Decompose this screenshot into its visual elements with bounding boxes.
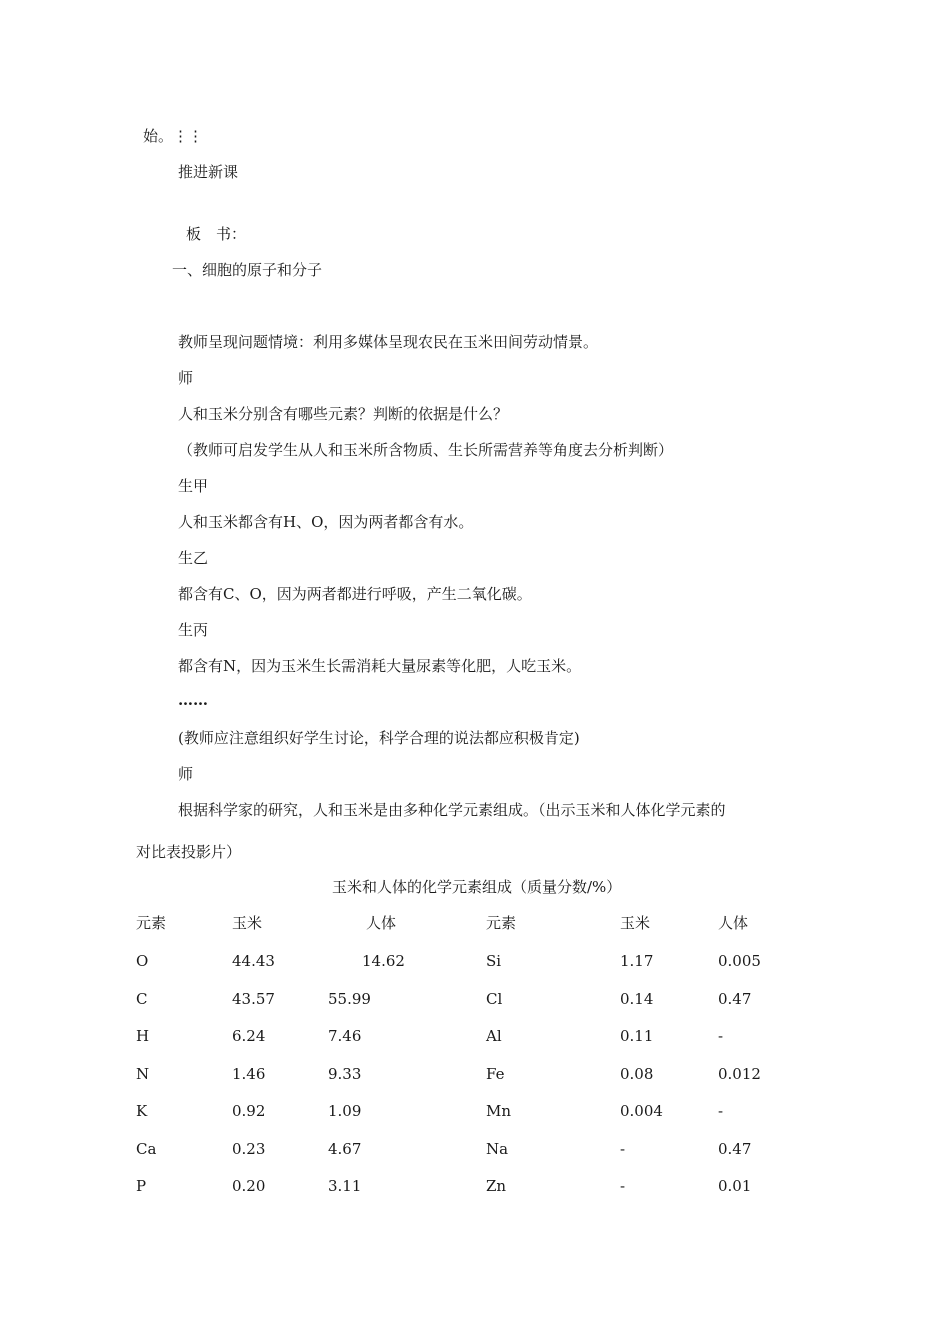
table-cell: - <box>620 1140 626 1158</box>
table-cell: H <box>136 1027 150 1045</box>
paragraph: (教师应注意组织好学生讨论，科学合理的说法都应积极肯定) <box>178 729 580 747</box>
table-cell: 14.62 <box>362 952 405 970</box>
table-header-cell: 人体 <box>718 914 749 932</box>
table-cell: 6.24 <box>232 1027 266 1045</box>
paragraph: 都含有C、O，因为两者都进行呼吸，产生二氧化碳。 <box>178 585 532 603</box>
ellipsis: …… <box>178 691 208 709</box>
paragraph: 都含有N，因为玉米生长需消耗大量尿素等化肥，人吃玉米。 <box>178 657 582 675</box>
table-cell: Zn <box>486 1177 507 1195</box>
table-cell: 0.20 <box>232 1177 266 1195</box>
table-header-cell: 元素 <box>486 914 517 932</box>
table-cell: 0.08 <box>620 1065 654 1083</box>
blackboard-label: 板 书： <box>186 225 247 243</box>
table-cell: Na <box>486 1140 509 1158</box>
paragraph: （教师可启发学生从人和玉米所含物质、生长所需营养等角度去分析判断） <box>178 441 674 459</box>
table-cell: 0.11 <box>620 1027 654 1045</box>
table-cell: 0.14 <box>620 990 654 1008</box>
speaker-label: 师 <box>178 369 194 387</box>
table-cell: 7.46 <box>328 1027 362 1045</box>
table-cell: 4.67 <box>328 1140 362 1158</box>
table-cell: Cl <box>486 990 503 1008</box>
table-cell: 1.46 <box>232 1065 266 1083</box>
table-header-cell: 人体 <box>366 914 397 932</box>
table-cell: 0.47 <box>718 990 752 1008</box>
table-cell: 0.005 <box>718 952 761 970</box>
table-cell: Al <box>486 1027 502 1045</box>
table-cell: 0.01 <box>718 1177 752 1195</box>
table-header-cell: 元素 <box>136 914 167 932</box>
speaker-label: 生乙 <box>178 549 209 567</box>
table-cell: K <box>136 1102 148 1120</box>
table-cell: Fe <box>486 1065 505 1083</box>
paragraph: 教师呈现问题情境：利用多媒体呈现农民在玉米田间劳动情景。 <box>178 333 599 351</box>
speaker-label: 生甲 <box>178 477 209 495</box>
table-header-cell: 玉米 <box>232 914 263 932</box>
table-cell: - <box>718 1102 724 1120</box>
continuation-text: 始。⋮⋮ <box>143 127 204 145</box>
table-cell: Mn <box>486 1102 512 1120</box>
table-cell: 44.43 <box>232 952 275 970</box>
speaker-label: 生丙 <box>178 621 209 639</box>
table-cell: 0.004 <box>620 1102 663 1120</box>
table-cell: - <box>718 1027 724 1045</box>
table-cell: P <box>136 1177 147 1195</box>
table-caption: 玉米和人体的化学元素组成（质量分数/%） <box>332 878 622 896</box>
table-cell: C <box>136 990 148 1008</box>
table-cell: 3.11 <box>328 1177 362 1195</box>
table-header-cell: 玉米 <box>620 914 651 932</box>
table-cell: 0.92 <box>232 1102 266 1120</box>
section-heading: 推进新课 <box>178 163 239 181</box>
table-cell: - <box>620 1177 626 1195</box>
table-cell: 0.012 <box>718 1065 761 1083</box>
table-cell: N <box>136 1065 150 1083</box>
table-cell: 0.47 <box>718 1140 752 1158</box>
table-cell: Ca <box>136 1140 157 1158</box>
paragraph: 人和玉米分别含有哪些元素？判断的依据是什么？ <box>178 405 509 423</box>
paragraph: 根据科学家的研究，人和玉米是由多种化学元素组成。（出示玉米和人体化学元素的 <box>178 801 726 819</box>
blackboard-title: 一、细胞的原子和分子 <box>172 261 323 279</box>
table-cell: Si <box>486 952 502 970</box>
table-cell: 43.57 <box>232 990 275 1008</box>
table-cell: 1.17 <box>620 952 654 970</box>
paragraph: 人和玉米都含有H、O，因为两者都含有水。 <box>178 513 474 531</box>
table-cell: 0.23 <box>232 1140 266 1158</box>
paragraph-continuation: 对比表投影片） <box>136 843 242 861</box>
table-cell: 9.33 <box>328 1065 362 1083</box>
speaker-label: 师 <box>178 765 194 783</box>
table-cell: O <box>136 952 149 970</box>
table-cell: 1.09 <box>328 1102 362 1120</box>
table-cell: 55.99 <box>328 990 371 1008</box>
